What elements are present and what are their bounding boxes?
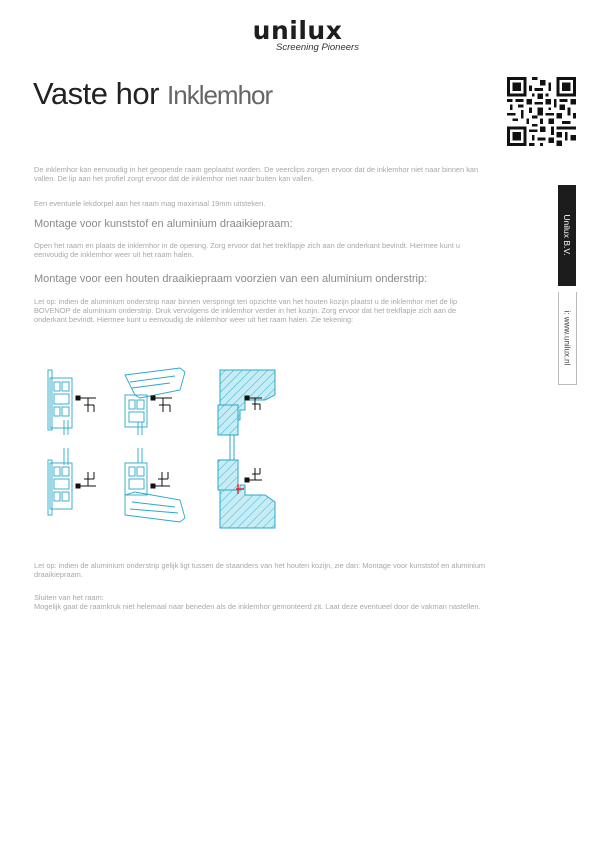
drawing-alu-top bbox=[125, 368, 185, 435]
section1-text: Open het raam en plaats de inklemhor in de opening. Zorg ervoor dat het trekflapje zich aan de onderkant bevindt. Hiermee kunt u eenvoudig de inklemhor weer uit het raam halen. bbox=[34, 241, 461, 260]
section2-text: Let op: indien de aluminium onderstrip naar binnen verspringt ten opzichte van het houten kozijn plaatst u de inklemhor met de lip BOVENOP de aluminium onderstrip. Druk vervolgens de inklemhor verder in het kozijn. Zorg ervoor dat het trekflapje zich aan de onderkant bevindt. Hiermee kunt u eenvoudig de inklemhor weer uit het raam halen. Zie tekening: bbox=[34, 297, 458, 325]
qr-code-icon bbox=[507, 77, 576, 146]
sidebar-website-tab[interactable] bbox=[558, 292, 577, 385]
drawing-pvc-top bbox=[48, 370, 72, 435]
installation-drawings bbox=[40, 360, 285, 535]
intro-paragraph-2: Een eventuele lekdorpel aan het raam mag maximaal 19mm uitsteken. bbox=[34, 199, 266, 208]
section1-heading: Montage voor kunststof en aluminium draaikiepraam: bbox=[34, 218, 293, 230]
section2-heading: Montage voor een houten draaikiepraam voorzien van een aluminium onderstrip: bbox=[34, 273, 428, 285]
intro-paragraph: De inklemhor kan eenvoudig in het geopende raam geplaatst worden. De veerclips zorgen ervoor dat de inklemhor niet naar binnen kan vallen. De lip aan het profiel zorgt ervoor dat de inklemhor niet naar buiten kan vallen. bbox=[34, 165, 479, 184]
title-main: Vaste hor bbox=[33, 76, 159, 111]
drawing-pvc-bottom bbox=[48, 448, 72, 515]
page-title bbox=[33, 76, 272, 112]
note-text: Let op: indien de aluminium onderstrip gelijk ligt tussen de staanders van het houten kozijn, zie dan: Montage voor kunststof en aluminium draaikiepraam. bbox=[34, 561, 486, 580]
brand-tagline: Screening Pioneers bbox=[276, 42, 359, 53]
closing-text: Mogelijk gaat de raamkruk niet helemaal naar beneden als de inklemhor gemonteerd zit. Laat deze eventueel door de vakman nastellen. bbox=[34, 602, 481, 611]
sidebar-company-label: Unilux B.V. bbox=[562, 214, 572, 256]
drawing-wood-top bbox=[218, 370, 275, 450]
brand-name: unilux bbox=[252, 16, 343, 45]
drawing-wood-bottom bbox=[218, 448, 275, 528]
title-sub: Inklemhor bbox=[167, 80, 273, 110]
sidebar-website-link[interactable]: i: www.unilux.nl bbox=[562, 310, 572, 366]
sidebar-company-tab bbox=[558, 185, 576, 286]
closing-heading: Sluiten van het raam: bbox=[34, 593, 104, 602]
brand-logo bbox=[0, 18, 595, 53]
